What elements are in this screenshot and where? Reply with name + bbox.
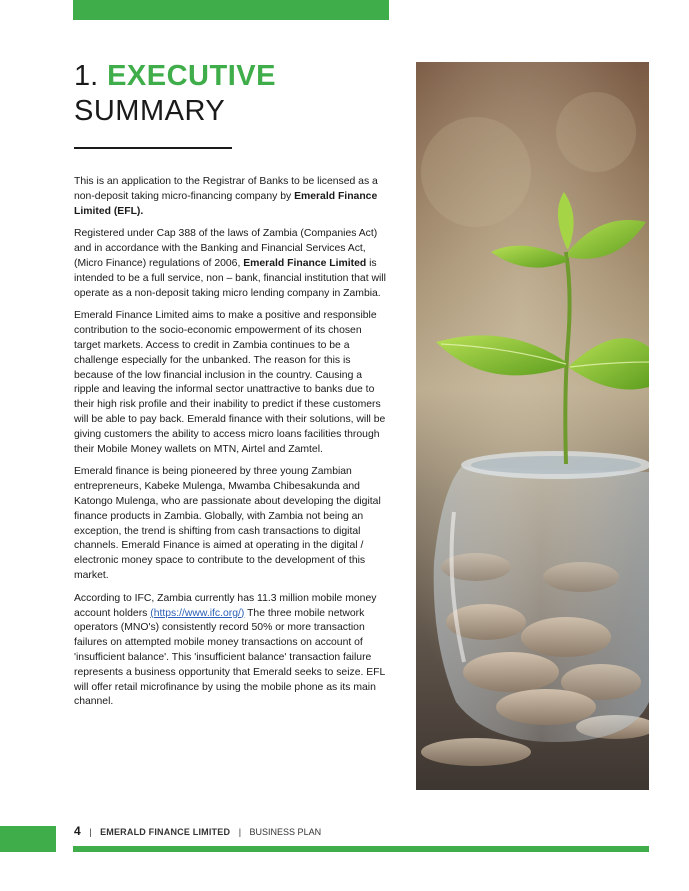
footer-separator: | <box>89 827 92 837</box>
company-name-bold: Emerald Finance Limited <box>243 257 367 269</box>
paragraph-founders: Emerald finance is being pioneered by three young Zambian entrepreneurs, Kabeke Mulenga, Mwamba Chibesakunda and Katongo Mulenga, who are passionate about developing the digital finance products in Zambia. Globally, with Zambia not being an exception, the trend is shifting from cash transactions to digital channels. Emerald Finance is aimed at operating in the digital / electronic money space to contribute to the development of this market. <box>74 466 381 581</box>
footer-accent-block <box>0 826 56 852</box>
top-accent-bar <box>73 0 389 20</box>
footer-company-name: EMERALD FINANCE LIMITED <box>100 827 231 837</box>
footer-accent-line <box>73 846 649 852</box>
title-second-line: SUMMARY <box>74 94 226 127</box>
plant-sprout-in-coin-jar-photo <box>416 62 649 790</box>
paragraph-aims: Emerald Finance Limited aims to make a positive and responsible contribution to the socio-economic empowerment of its chosen target markets. Access to credit in Zambia continues to be a challenge especially for the unbanked. The reason for this is because of the low financial inclusion in the country. Causing a ripple and leaving the informal sector unattractive to banks due to their high risk profile and their inability to predict if these customers will be able to pay back. Emerald finance with their solutions, will be giving customers the ability to access micro loans facilities through their Mobile Money wallets on MTN, Airtel and Zamtel. <box>74 310 386 455</box>
footer-document-type: BUSINESS PLAN <box>249 827 322 837</box>
company-name-bold: Emerald Finance Limited (EFL). <box>74 190 378 217</box>
paragraph-intro: This is an application to the Registrar of Banks to be licensed as a non-deposit taking micro-financing company by Emerald Finance Limited (EFL). <box>74 176 378 217</box>
footer-separator: | <box>238 827 242 837</box>
page-title <box>74 56 276 128</box>
paragraph-market-opportunity: According to IFC, Zambia currently has 11.3 million mobile money account holders (https://www.ifc.org/) The three mobile network operators (MNO's) consistently record 50% or more transaction failures on attempted mobile money transactions on account of 'insufficient balance'. This 'insufficient balance' transaction failure represents a business opportunity that Emerald seeks to seize. EFL will offer retail microfinance by using the mobile phone as its main channel. <box>74 592 385 708</box>
title-underline-divider <box>74 147 232 149</box>
title-accent-word: EXECUTIVE <box>107 60 276 92</box>
section-number: 1. <box>74 60 99 92</box>
summary-body <box>74 175 390 718</box>
paragraph-registration: Registered under Cap 388 of the laws of Zambia (Companies Act) and in accordance with the Banking and Financial Services Act, (Micro Finance) regulations of 2006, Emerald Finance Limited is intended to be a full service, non – bank, financial institution that will operate as a non-deposit taking micro lending company in Zambia. <box>74 228 386 299</box>
page-footer <box>74 824 321 838</box>
page-number: 4 <box>74 824 81 838</box>
ifc-link[interactable]: (https://www.ifc.org/) <box>150 607 245 619</box>
